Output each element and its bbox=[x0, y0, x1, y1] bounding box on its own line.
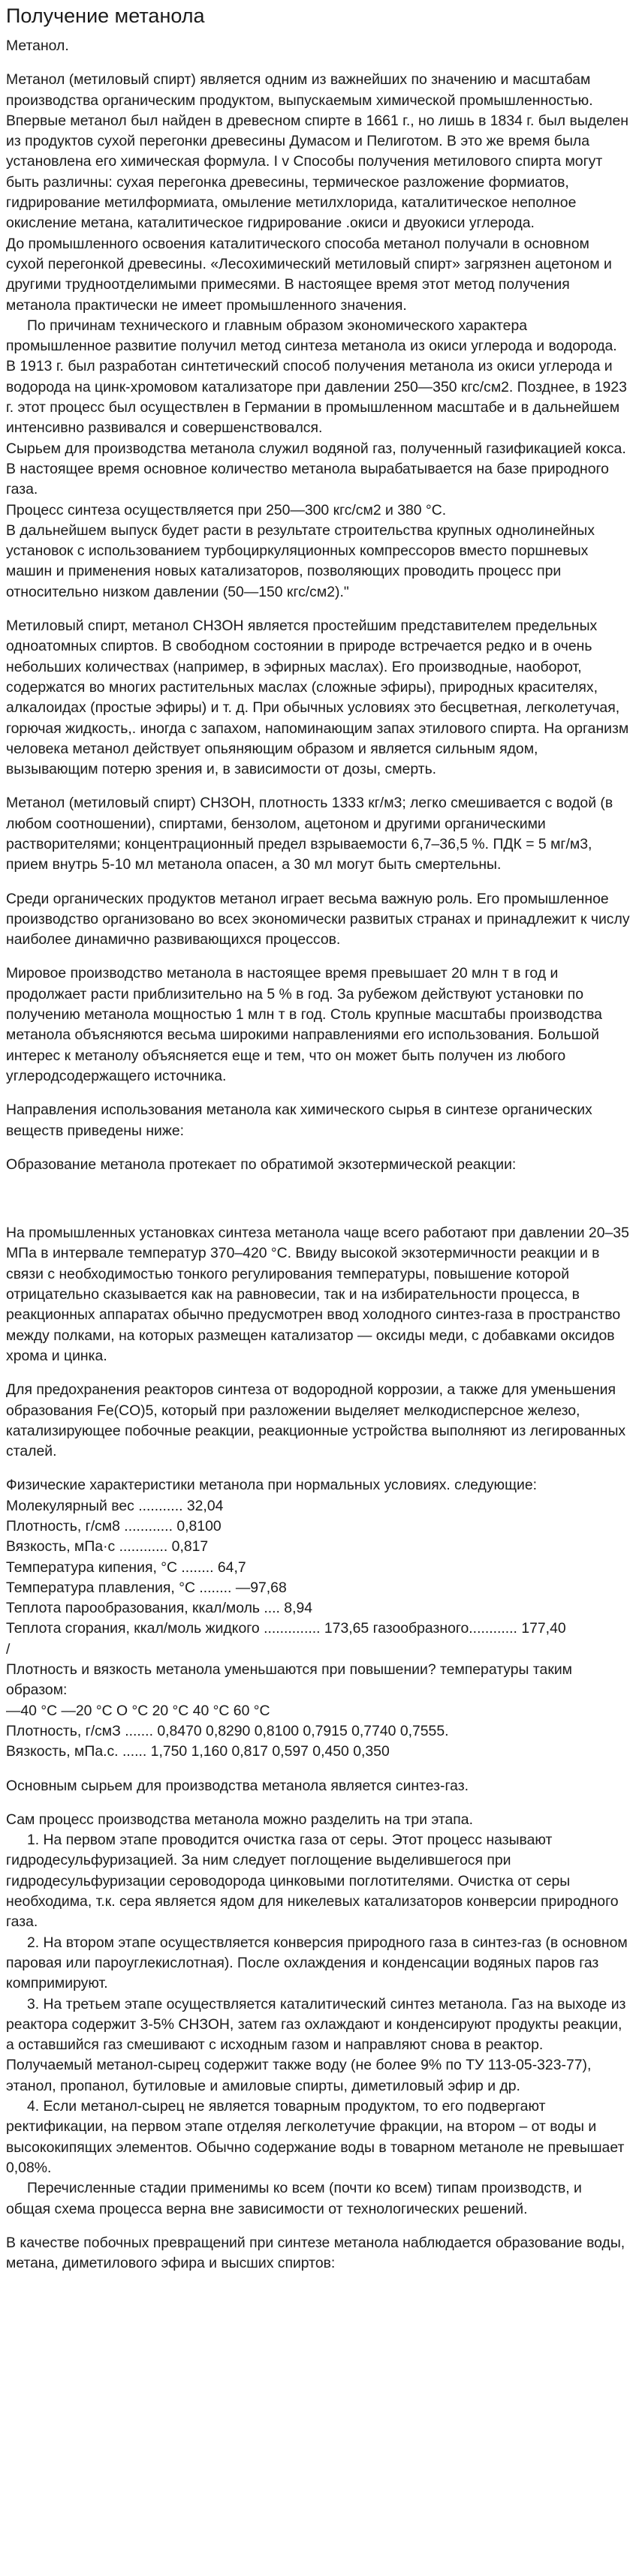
property-line: Вязкость, мПа.с. ...... 1,750 1,160 0,817 0,597 0,450 0,350 bbox=[6, 1743, 390, 1760]
history-line: В 1913 г. был разработан синтетический способ получения метанола из окиси углерода и водорода на цинк-хромовом катализаторе при давлении 250—350 кгс/см2. Позднее, в 1923 г. этот процесс был осуществлен в Германии в промышленном масштабе и в дальнейшем интенсивно развивался и совершенствовался. bbox=[6, 358, 627, 437]
physical-properties bbox=[6, 1475, 630, 1762]
property-line: / bbox=[6, 1640, 11, 1658]
page-title: Получение метанола bbox=[6, 5, 205, 27]
stage-line: 2. На втором этапе осуществляется конверсия природного газа в синтез-газ (в основном паровая или пароуглекислотная). После охлаждения и конденсации водяных паров газ компримируют. bbox=[6, 1934, 628, 1992]
history-line: По причинам технического и главным образом экономического характера промышленное развитие получил метод синтеза метанола из окиси углерода и водорода. bbox=[6, 317, 617, 355]
property-line: Температура плавления, °С ........ —97,68 bbox=[6, 1579, 287, 1596]
property-line: Плотность, г/смЗ ....... 0,8470 0,8290 0,8100 0,7915 0,7740 0,7555. bbox=[6, 1722, 449, 1739]
history-line: До промышленного освоения каталитического способа метанол получали в основном сухой перегонкой древесины. «Лесохимический метиловый спирт» загрязнен ацетоном и другими трудноотделимыми примесями. В настоящее время этот метод получения метанола практически не имеет промышленного значения. bbox=[6, 235, 612, 314]
side-reactions-paragraph: В качестве побочных превращений при синтезе метанола наблюдается образование воды, метана, диметилового эфира и высших спиртов: bbox=[6, 2234, 625, 2272]
corrosion-paragraph: Для предохранения реакторов синтеза от водородной коррозии, а также для уменьшения образования Fe(CO)5, который при разложении выделяет мелкодисперсное железо, катализирующее побочные реакции, реакционные устройства выполняют из легированных сталей. bbox=[6, 1381, 626, 1460]
property-line: Теплота сгорания, ккал/моль жидкого .............. 173,65 газообразного............ 177,40 bbox=[6, 1620, 566, 1637]
property-line: Физические характеристики метанола при нормальных условиях. следующие: bbox=[6, 1477, 538, 1494]
stage-line: Перечисленные стадии применимы ко всем (почти ко всем) типам производств, и общая схема процесса верна вне зависимости от технологических решений. bbox=[6, 2180, 582, 2217]
raw-material-paragraph: Основным сырьем для производства метанола является синтез-газ. bbox=[6, 1777, 469, 1794]
production-paragraph: Мировое производство метанола в настоящее время превышает 20 млн т в год и продолжает расти приблизительно на 5 % в год. За рубежом действуют установки по получению метанола мощностью 1 млн т в год. Столь крупные масштабы производства метанола объясняются весьма широкими направлениями его использования. Большой интерес к метанолу объясняется еще и тем, что он может быть получен из любого углеродсодержащего источника. bbox=[6, 965, 602, 1084]
stage-line: 1. На первом этапе проводится очистка газа от серы. Этот процесс называют гидродесульфуризацией. За ним следует поглощение выделившегося при гидродесульфуризации сероводорода цинковыми поглотителями. Очистка от серы необходима, т.к. сера является ядом для никелевых катализаторов конверсии природного газа. bbox=[6, 1832, 619, 1931]
history-paragraph bbox=[6, 70, 630, 603]
history-line: Процесс синтеза осуществляется при 250—300 кгс/см2 и 380 °С. bbox=[6, 501, 447, 519]
intro-label: Метанол. bbox=[6, 38, 69, 54]
description-paragraph: Метиловый спирт, метанол CH3OH является простейшим представителем предельных одноатомных спиртов. В свободном состоянии в природе встречается редко и в очень небольших количествах (например, в эфирных маслах). Его производные, наоборот, содержатся во многих растительных маслах (сложные эфиры), природных красителях, алкалоидах (простые эфиры) и т. д. При обычных условиях это бесцветная, легколетучая, горючая жидкость,. иногда с запахом, напоминающим запах этилового спирта. На организм человека метанол действует опьяняющим образом и является сильным ядом, вызывающим потерю зрения и, в зависимости от дозы, смерть. bbox=[6, 618, 629, 778]
usage-paragraph: Направления использования метанола как химического сырья в синтезе органических веществ приведены ниже: bbox=[6, 1102, 592, 1139]
stage-line: 3. На третьем этапе осуществляется каталитический синтез метанола. Газ на выходе из реактора содержит 3-5% СНЗОН, затем газ охлаждают и конденсируют продукты реакции, а оставшийся газ смешивают с исходным газом и направляют снова в реактор. Получаемый метанол-сырец содержит также воду (не более 9% по ТУ 113-05-323-77), этанол, пропанол, бутиловые и амиловые спирты, диметиловый эфир и др. bbox=[6, 1995, 626, 2094]
industrial-paragraph: На промышленных установках синтеза метанола чаще всего работают при давлении 20–35 МПа в интервале температур 370–420 °С. Ввиду высокой экзотермичности реакции и в связи с необходимостью тонкого регулирования температуры, повышение которой отрицательно сказывается как на равновесии, так и на избирательности процесса, в реакционных аппаратах обычно предусмотрен ввод холодного синтез-газа в пространство между полками, на которых размещен катализатор — оксиды меди, с добавками оксидов хрома и цинка. bbox=[6, 1225, 629, 1364]
property-line: Температура кипения, °С ........ 64,7 bbox=[6, 1559, 246, 1576]
stage-line: Сам процесс производства метанола можно разделить на три этапа. bbox=[6, 1811, 473, 1828]
importance-paragraph: Среди органических продуктов метанол играет весьма важную роль. Его промышленное производство организовано во всех экономически развитых странах и принадлежит к числу наиболее динамично развивающихся процессов. bbox=[6, 890, 630, 948]
property-line: Плотность, г/см8 ............ 0,8100 bbox=[6, 1518, 222, 1534]
properties-paragraph: Метанол (метиловый спирт) CH3OH, плотность 1333 кг/м3; легко смешивается с водой (в любом соотношении), спиртами, бензолом, ацетоном и другими органическими растворителями; концентрационный предел взрываемости 6,7–36,5 %. ПДК = 5 мг/м3, прием внутрь 5-10 мл метанола опасен, а 30 мл могут быть смертельны. bbox=[6, 795, 613, 873]
history-line: В дальнейшем выпуск будет расти в результате строительства крупных однолинейных установок с использованием турбоциркуляционных компрессоров вместо поршневых машин и применения новых катализаторов, позволяющих проводить процесс при относительно низком давлении (50—150 кгс/см2)." bbox=[6, 522, 595, 600]
property-line: —40 °С —20 °С О °С 20 °С 40 °С 60 °С bbox=[6, 1702, 270, 1719]
process-stages bbox=[6, 1810, 630, 2220]
property-line: Вязкость, мПа·с ............ 0,817 bbox=[6, 1538, 209, 1556]
history-line: Метанол (метиловый спирт) является одним из важнейших по значению и масштабам производства органическим продуктом, выпускаемым химической промышленностью. Впервые метанол был найден в древесном спирте в 1661 г., но лишь в 1834 г. был выделен из продуктов сухой перегонки древесины Думасом и Пелиготом. В это же время была установлена его химическая формула. I v Способы получения метилового спирта могут быть различны: сухая перегонка древесины, термическое разложение формиатов, гидрирование метилформиата, омыление метилхлорида, каталитическое неполное окисление метана, каталитическое гидрирование .окиси и двуокиси углерода. bbox=[6, 71, 629, 232]
property-line: Молекулярный вес ........... 32,04 bbox=[6, 1497, 224, 1514]
history-line: Сырьем для производства метанола служил водяной газ, полученный газификацией кокса. В настоящее время основное количество метанола вырабатывается на базе природного газа. bbox=[6, 440, 626, 498]
property-line: Теплота парообразования, ккал/моль .... 8,94 bbox=[6, 1600, 313, 1617]
stage-line: 4. Если метанол-сырец не является товарным продуктом, то его подвергают ректификации, на первом этапе отделяя легколетучие фракции, на втором – от воды и высококипящих элементов. Обычно содержание воды в товарном метаноле не превышает 0,08%. bbox=[6, 2098, 625, 2176]
reaction-formula-space bbox=[6, 1189, 630, 1223]
reaction-paragraph: Образование метанола протекает по обратимой экзотермической реакции: bbox=[6, 1156, 517, 1173]
property-line: Плотность и вязкость метанола уменьшаются при повышении? температуры таким образом: bbox=[6, 1661, 572, 1699]
